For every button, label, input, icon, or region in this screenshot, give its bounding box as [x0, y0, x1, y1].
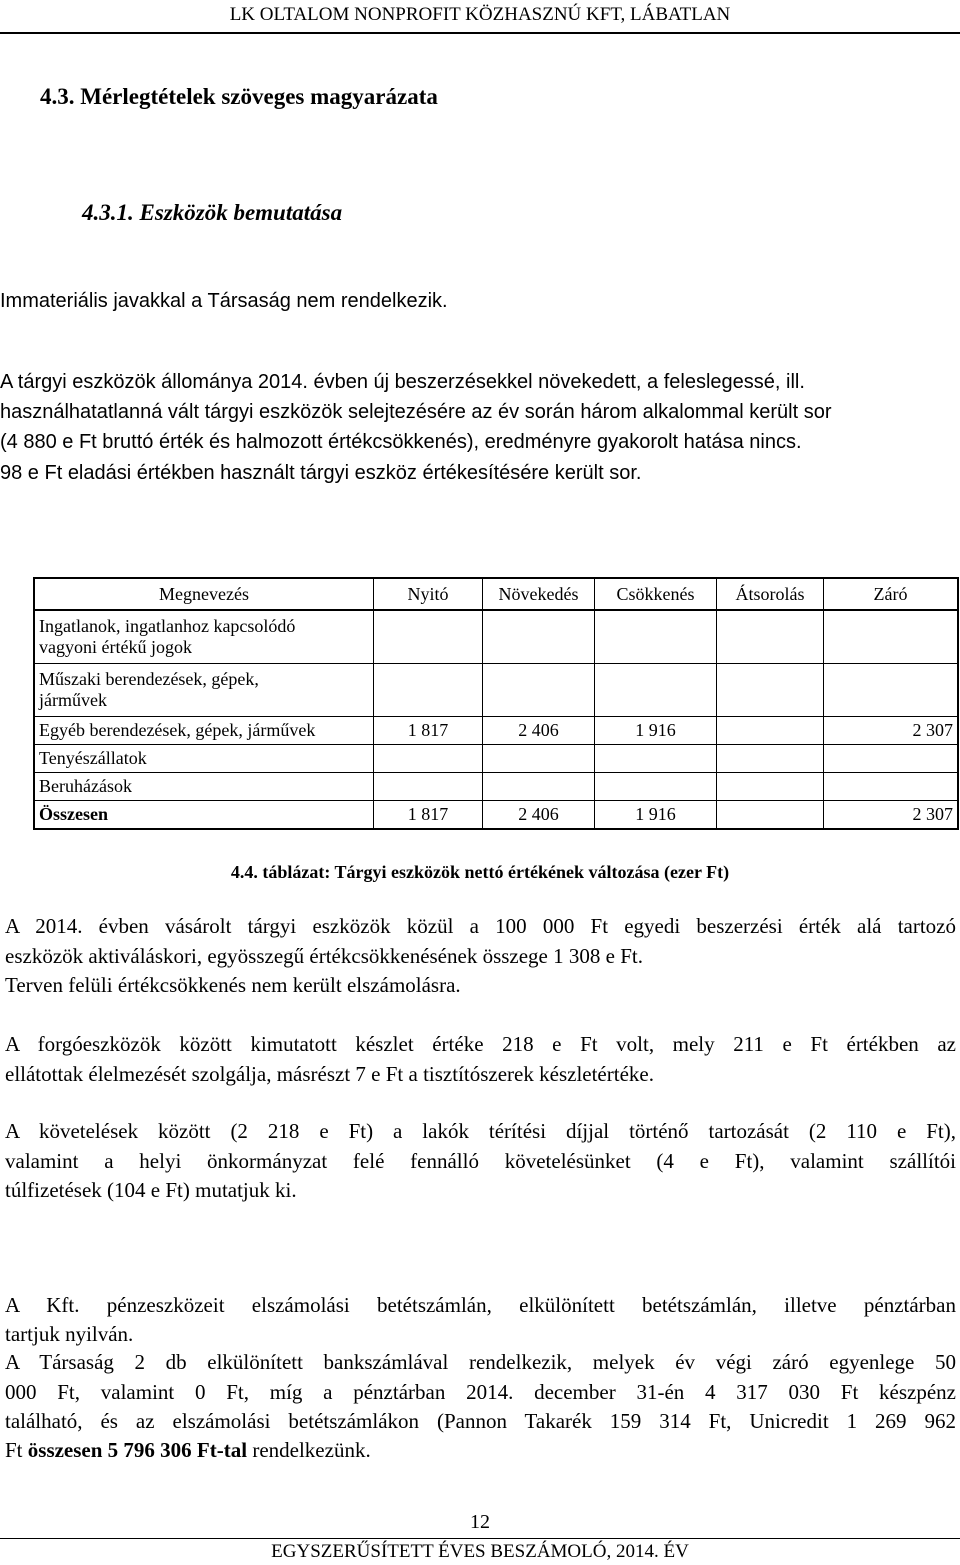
- paragraph-line: A 2014. évben vásárolt tárgyi eszközök közül a 100 000 Ft egyedi beszerzési érték alá tartozó: [5, 914, 956, 938]
- paragraph-intangibles: Immateriális javakkal a Társaság nem rendelkezik.: [0, 290, 448, 312]
- section-heading: 4.3. Mérlegtételek szöveges magyarázata: [40, 84, 438, 109]
- cell-closing: [824, 664, 959, 717]
- cell-decrease: [595, 610, 717, 664]
- cell-closing: [824, 610, 959, 664]
- text-suffix: rendelkezünk.: [247, 1438, 371, 1462]
- column-header: Záró: [824, 578, 959, 610]
- cell-decrease: [595, 773, 717, 801]
- row-label: Beruházások: [34, 773, 374, 801]
- column-header: Átsorolás: [717, 578, 824, 610]
- row-label-line: járművek: [39, 690, 107, 710]
- total-cash-amount: összesen 5 796 306 Ft-tal: [27, 1438, 248, 1462]
- paragraph-line: ellátottak élelmezését szolgálja, másrészt 7 e Ft a tisztítószerek készletértéke.: [5, 1062, 654, 1086]
- cell-decrease: 1 916: [595, 717, 717, 745]
- fixed-assets-table: [33, 577, 959, 830]
- cell-decrease: [595, 664, 717, 717]
- cell-reclass: [717, 610, 824, 664]
- total-increase: 2 406: [483, 801, 595, 830]
- paragraph-line: A forgóeszközök között kimutatott készlet értéke 218 e Ft volt, mely 211 e Ft értékben az: [5, 1032, 956, 1056]
- cell-increase: 2 406: [483, 717, 595, 745]
- cell-increase: [483, 664, 595, 717]
- row-label: Egyéb berendezések, gépek, járművek: [34, 717, 374, 745]
- cell-opening: [374, 745, 483, 773]
- cell-reclass: [717, 664, 824, 717]
- row-label-line: Műszaki berendezések, gépek,: [39, 669, 259, 689]
- cell-opening: [374, 773, 483, 801]
- paragraph-line: tartjuk nyilván.: [5, 1322, 134, 1346]
- header-divider: [0, 32, 960, 34]
- paragraph-line: A Társaság 2 db elkülönített bankszámlával rendelkezik, melyek év végi záró egyenlege 50: [5, 1350, 956, 1374]
- table-row: [34, 717, 958, 745]
- cell-opening: [374, 664, 483, 717]
- cell-reclass: [717, 717, 824, 745]
- total-label: Összesen: [34, 801, 374, 830]
- cell-reclass: [717, 745, 824, 773]
- table-total-row: [34, 801, 958, 830]
- paragraph-line: (4 880 e Ft bruttó érték és halmozott értékcsökkenés), eredményre gyakorolt hatása nincs.: [0, 431, 802, 453]
- column-header: Megnevezés: [34, 578, 374, 610]
- paragraph-line: [5, 1438, 371, 1463]
- table-caption: 4.4. táblázat: Tárgyi eszközök nettó értékének változása (ezer Ft): [230, 862, 730, 882]
- table-row: [34, 745, 958, 773]
- cell-closing: [824, 745, 959, 773]
- row-label: [34, 664, 374, 717]
- cell-closing: 2 307: [824, 717, 959, 745]
- paragraph-line: található, és az elszámolási betétszámlákon (Pannon Takarék 159 314 Ft, Unicredit 1 269 962: [5, 1409, 956, 1433]
- paragraph-line: Terven felüli értékcsökkenés nem került elszámolásra.: [5, 973, 461, 997]
- cell-reclass: [717, 773, 824, 801]
- paragraph-line: A tárgyi eszközök állománya 2014. évben új beszerzésekkel növekedett, a feleslegessé, ill.: [0, 371, 805, 393]
- table-row: [34, 664, 958, 717]
- cell-increase: [483, 773, 595, 801]
- page-number: 12: [470, 1511, 490, 1533]
- paragraph-line: 000 Ft, valamint 0 Ft, míg a pénztárban 2014. december 31-én 4 317 030 Ft készpénz: [5, 1380, 956, 1404]
- row-label-line: Ingatlanok, ingatlanhoz kapcsolódó: [39, 616, 296, 636]
- document-footer: EGYSZERŰSÍTETT ÉVES BESZÁMOLÓ, 2014. ÉV: [271, 1541, 689, 1562]
- cell-increase: [483, 745, 595, 773]
- paragraph-line: túlfizetések (104 e Ft) mutatjuk ki.: [5, 1178, 297, 1202]
- paragraph-line: eszközök aktiváláskori, egyösszegű értékcsökkenésének összege 1 308 e Ft.: [5, 944, 643, 968]
- column-header: Növekedés: [483, 578, 595, 610]
- paragraph-line: valamint a helyi önkormányzat felé fennálló követelésünket (4 e Ft), valamint szállítói: [5, 1149, 956, 1173]
- cell-increase: [483, 610, 595, 664]
- column-header: Csökkenés: [595, 578, 717, 610]
- row-label: [34, 610, 374, 664]
- table-row: [34, 610, 958, 664]
- total-reclass: [717, 801, 824, 830]
- paragraph-line: A követelések között (2 218 e Ft) a lakók térítési díjjal történő tartozását (2 110 e Ft),: [5, 1119, 956, 1143]
- row-label-line: vagyoni értékű jogok: [39, 637, 192, 657]
- text-prefix: Ft: [5, 1438, 28, 1462]
- table-row: [34, 773, 958, 801]
- column-header: Nyitó: [374, 578, 483, 610]
- paragraph-line: 98 e Ft eladási értékben használt tárgyi eszköz értékesítésére került sor.: [0, 462, 642, 484]
- footer-divider: [0, 1538, 960, 1539]
- document-header: LK OLTALOM NONPROFIT KÖZHASZNÚ KFT, LÁBATLAN: [229, 4, 731, 25]
- table-header-row: [34, 578, 958, 610]
- paragraph-line: A Kft. pénzeszközeit elszámolási betétszámlán, elkülönített betétszámlán, illetve pénztárban: [5, 1293, 956, 1317]
- cell-opening: [374, 610, 483, 664]
- paragraph-line: használhatatlanná vált tárgyi eszközök selejtezésére az év során három alkalommal került sor: [0, 401, 832, 423]
- total-opening: 1 817: [374, 801, 483, 830]
- cell-decrease: [595, 745, 717, 773]
- cell-closing: [824, 773, 959, 801]
- total-closing: 2 307: [824, 801, 959, 830]
- row-label: Tenyészállatok: [34, 745, 374, 773]
- subsection-heading: 4.3.1. Eszközök bemutatása: [82, 200, 343, 225]
- cell-opening: 1 817: [374, 717, 483, 745]
- total-decrease: 1 916: [595, 801, 717, 830]
